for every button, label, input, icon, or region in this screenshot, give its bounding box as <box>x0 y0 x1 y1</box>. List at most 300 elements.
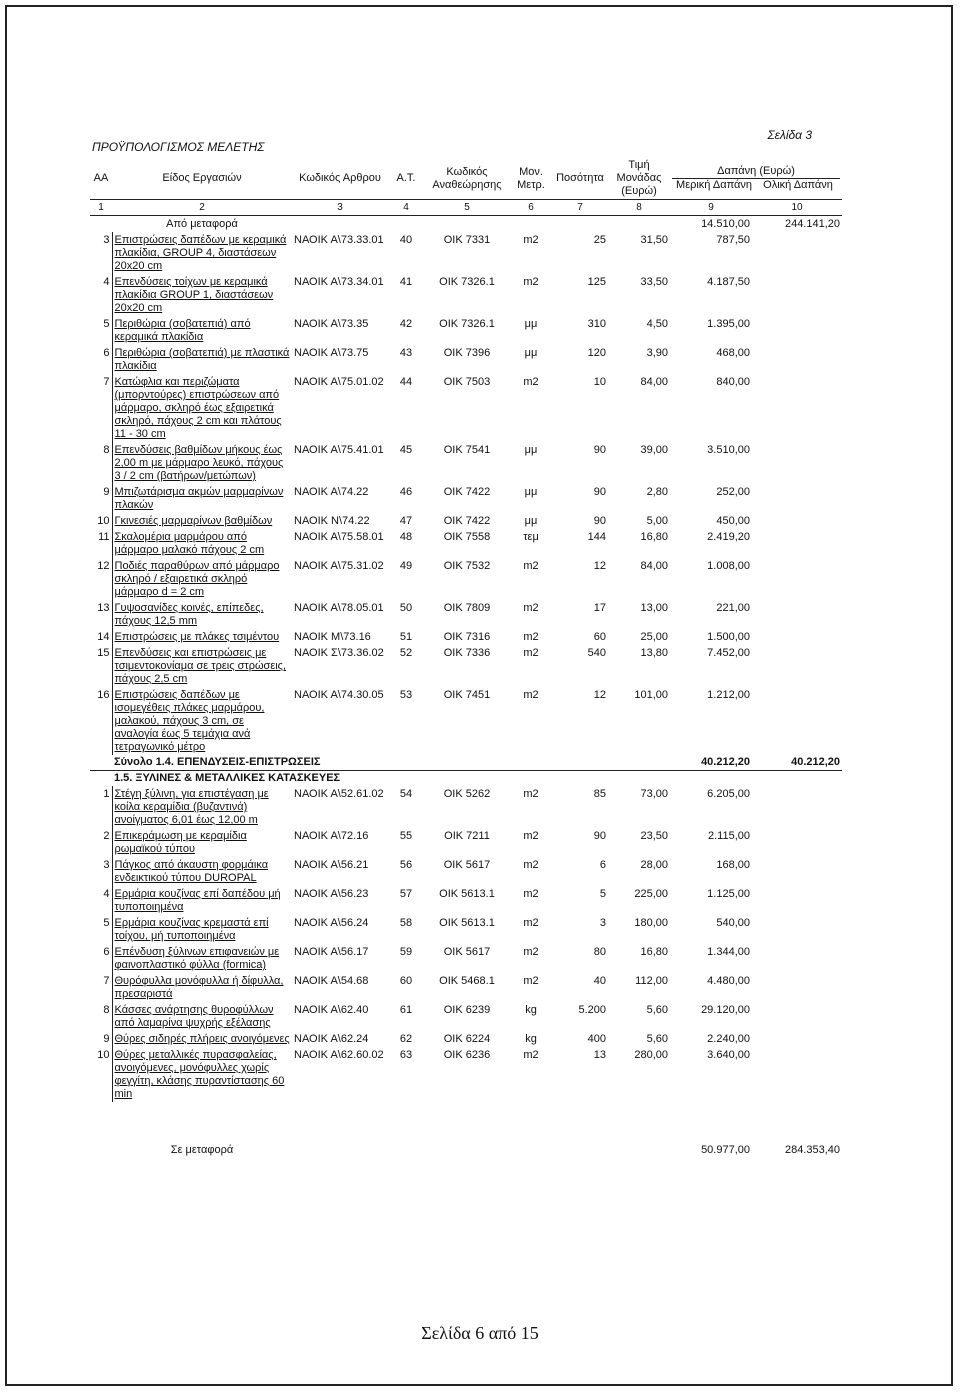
row-total-cost <box>752 886 842 915</box>
row-description: Πάγκος από άκαυστη φορμάικα ενδεικτικού τύπου DUROPAL <box>112 857 292 886</box>
row-aa: 1 <box>103 788 110 800</box>
row-unit: m2 <box>523 602 539 614</box>
row-unit-price: 25,00 <box>640 631 668 643</box>
row-code: ΝΑΟΙΚ Α\56.21 <box>294 859 369 871</box>
row-total-cost <box>752 1047 842 1102</box>
carry-in-row <box>90 216 842 233</box>
row-aa: 8 <box>103 1004 110 1016</box>
row-description: Θυρόφυλλα μονόφυλλα ή δίφυλλα, πρεσαριστά <box>112 973 292 1002</box>
table-row <box>90 274 842 316</box>
row-total-cost <box>752 274 842 316</box>
row-revision-code: ΟΙΚ 5617 <box>443 859 491 871</box>
row-code: ΝΑΟΙΚ Α\52.61.02 <box>294 788 384 800</box>
row-aa: 6 <box>103 946 110 958</box>
table-row <box>90 484 842 513</box>
row-revision-code: ΟΙΚ 7422 <box>443 486 491 498</box>
table-row <box>90 915 842 944</box>
row-at: 62 <box>399 1033 413 1045</box>
row-unit: m2 <box>523 788 539 800</box>
carry-out-oliki: 284.353,40 <box>784 1144 841 1156</box>
row-partial-cost: 168,00 <box>716 859 750 871</box>
row-unit-price: 13,00 <box>640 602 668 614</box>
row-unit: m2 <box>523 276 539 288</box>
row-revision-code: ΟΙΚ 7532 <box>443 560 491 572</box>
row-aa: 7 <box>103 376 110 388</box>
row-total-cost <box>752 513 842 529</box>
row-partial-cost: 221,00 <box>716 602 750 614</box>
row-unit-price: 5,60 <box>646 1004 668 1016</box>
row-unit: m2 <box>523 647 539 659</box>
row-unit: m2 <box>523 689 539 701</box>
carry-in-label: Από μεταφορά <box>166 218 238 230</box>
section1-body <box>90 232 842 755</box>
row-description: Επιστρώσεις δαπέδων με κεραμικά πλακίδια, GROUP 4, διαστάσεων 20x20 cm <box>112 232 292 274</box>
row-quantity: 125 <box>587 276 606 288</box>
row-quantity: 60 <box>593 631 606 643</box>
row-partial-cost: 2.240,00 <box>707 1033 750 1045</box>
row-aa: 14 <box>97 631 110 643</box>
colnum: 8 <box>608 200 670 216</box>
row-unit-price: 84,00 <box>640 560 668 572</box>
row-unit: μμ <box>524 515 538 527</box>
row-unit: m2 <box>523 975 539 987</box>
row-code: ΝΑΟΙΚ Ν\74.22 <box>294 515 370 527</box>
row-aa: 8 <box>103 444 110 456</box>
row-code: ΝΑΟΙΚ Α\73.35 <box>294 318 369 330</box>
row-aa: 4 <box>103 276 110 288</box>
row-quantity: 5.200 <box>578 1004 606 1016</box>
row-revision-code: ΟΙΚ 7316 <box>443 631 491 643</box>
row-unit-price: 84,00 <box>640 376 668 388</box>
row-description: Γυψοσανίδες κοινές, επίπεδες, πάχους 12,5 mm <box>112 600 292 629</box>
row-unit: μμ <box>524 486 538 498</box>
table-row <box>90 886 842 915</box>
col-eidos: Είδος Εργασιών <box>112 158 292 200</box>
row-revision-code: ΟΙΚ 5613.1 <box>439 917 495 929</box>
row-unit: kg <box>525 1004 537 1016</box>
col-oliki: Ολική Δαπάνη <box>763 179 833 191</box>
row-total-cost <box>752 687 842 755</box>
row-description: Γκινεσιές μαρμαρίνων βαθμίδων <box>112 513 292 529</box>
row-quantity: 12 <box>593 689 606 701</box>
row-at: 47 <box>399 515 413 527</box>
row-description: Περιθώρια (σοβατεπιά) με πλαστικά πλακίδια <box>112 345 292 374</box>
row-aa: 3 <box>103 234 110 246</box>
row-code: ΝΑΟΙΚ Α\74.22 <box>294 486 369 498</box>
row-description: Επένδυση ξύλινων επιφανειών με φαινοπλαστικό φύλλα (formica) <box>112 944 292 973</box>
row-aa: 10 <box>97 1049 110 1061</box>
row-at: 43 <box>399 347 413 359</box>
row-unit: μμ <box>524 318 538 330</box>
row-quantity: 3 <box>599 917 606 929</box>
row-total-cost <box>752 857 842 886</box>
row-code: ΝΑΟΙΚ Σ\73.36.02 <box>294 647 384 659</box>
section2-title: 1.5. ΞΥΛΙΝΕΣ & ΜΕΤΑΛΛΙΚΕΣ ΚΑΤΑΣΚΕΥΕΣ <box>112 771 842 787</box>
row-partial-cost: 787,50 <box>716 234 750 246</box>
row-at: 60 <box>399 975 413 987</box>
row-at: 54 <box>399 788 413 800</box>
col-aa: ΑΑ <box>90 158 112 200</box>
subtotal-meriki: 40.212,20 <box>701 756 750 768</box>
table-row <box>90 857 842 886</box>
row-partial-cost: 29.120,00 <box>701 1004 750 1016</box>
subtotal-oliki: 40.212,20 <box>791 756 841 768</box>
row-revision-code: ΟΙΚ 5262 <box>443 788 491 800</box>
row-aa: 13 <box>97 602 110 614</box>
row-total-cost <box>752 915 842 944</box>
row-unit-price: 28,00 <box>640 859 668 871</box>
row-aa: 12 <box>97 560 110 572</box>
row-quantity: 120 <box>587 347 606 359</box>
col-at: Α.Τ. <box>388 158 424 200</box>
row-description: Επενδύσεις και επιστρώσεις με τσιμεντοκονίαμα σε τρεις στρώσεις, πάχους 2,5 cm <box>112 645 292 687</box>
section2-body <box>90 786 842 1102</box>
row-quantity: 17 <box>593 602 606 614</box>
row-code: ΝΑΟΙΚ Α\74.30.05 <box>294 689 384 701</box>
row-partial-cost: 450,00 <box>716 515 750 527</box>
row-unit: m2 <box>523 560 539 572</box>
row-unit: m2 <box>523 830 539 842</box>
row-at: 56 <box>399 859 413 871</box>
row-unit: kg <box>525 1033 537 1045</box>
row-revision-code: ΟΙΚ 5617 <box>443 946 491 958</box>
row-unit: m2 <box>523 234 539 246</box>
row-unit-price: 2,80 <box>646 486 668 498</box>
row-total-cost <box>752 1031 842 1047</box>
row-revision-code: ΟΙΚ 7558 <box>443 531 491 543</box>
column-number-row <box>90 200 842 216</box>
col-timi: Τιμή Μονάδας (Ευρώ) <box>608 158 670 200</box>
row-quantity: 10 <box>593 376 606 388</box>
row-description: Στέγη ξύλινη, για επιστέγαση με κοίλα κεραμίδια (βυζαντινά) ανοίγματος 6,01 έως 12,00 m <box>112 786 292 828</box>
colnum: 2 <box>112 200 292 216</box>
row-partial-cost: 2.419,20 <box>707 531 750 543</box>
row-quantity: 540 <box>587 647 606 659</box>
row-at: 57 <box>399 888 413 900</box>
colnum: 4 <box>388 200 424 216</box>
row-partial-cost: 7.452,00 <box>707 647 750 659</box>
row-quantity: 25 <box>593 234 606 246</box>
row-description: Ερμάρια κουζίνας κρεμαστά επί τοίχου, μή τυποποιημένα <box>112 915 292 944</box>
row-total-cost <box>752 529 842 558</box>
row-description: Επενδύσεις τοίχων με κεραμικά πλακίδια GROUP 1, διαστάσεων 20x20 cm <box>112 274 292 316</box>
row-total-cost <box>752 1002 842 1031</box>
row-unit-price: 33,50 <box>640 276 668 288</box>
row-partial-cost: 840,00 <box>716 376 750 388</box>
row-description: Κάσσες ανάρτησης θυροφύλλων από λαμαρίνα ψυχρής εξέλασης <box>112 1002 292 1031</box>
row-code: ΝΑΟΙΚ Α\62.40 <box>294 1004 369 1016</box>
row-aa: 11 <box>98 531 110 543</box>
row-at: 44 <box>399 376 413 388</box>
row-at: 46 <box>399 486 413 498</box>
row-aa: 5 <box>103 917 110 929</box>
carry-out-row <box>90 1142 842 1158</box>
row-at: 52 <box>399 647 413 659</box>
table-row <box>90 973 842 1002</box>
row-unit: m2 <box>523 859 539 871</box>
row-code: ΝΑΟΙΚ Α\75.41.01 <box>294 444 384 456</box>
row-description: Επιστρώσεις δαπέδων με ισομεγέθεις πλάκες μαρμάρου, μαλακού, πάχους 3 cm, σε αναλογία έως 5 τεμάχια ανά τετραγωνικό μέτρο <box>112 687 292 755</box>
section2-title-row <box>90 771 842 787</box>
carry-in-oliki: 244.141,20 <box>784 218 841 230</box>
row-partial-cost: 6.205,00 <box>707 788 750 800</box>
row-at: 50 <box>399 602 413 614</box>
row-partial-cost: 540,00 <box>716 917 750 929</box>
row-quantity: 90 <box>593 486 606 498</box>
row-unit-price: 5,60 <box>646 1033 668 1045</box>
row-total-cost <box>752 345 842 374</box>
row-quantity: 12 <box>593 560 606 572</box>
row-unit-price: 13,80 <box>640 647 668 659</box>
row-code: ΝΑΟΙΚ Α\73.33.01 <box>294 234 384 246</box>
row-aa: 15 <box>97 647 110 659</box>
table-row <box>90 828 842 857</box>
row-unit-price: 16,80 <box>640 946 668 958</box>
row-quantity: 90 <box>593 830 606 842</box>
colnum: 3 <box>292 200 388 216</box>
col-dapani-group <box>670 158 842 200</box>
row-unit-price: 4,50 <box>646 318 668 330</box>
table-row <box>90 374 842 442</box>
row-code: ΝΑΟΙΚ Α\56.24 <box>294 917 369 929</box>
row-at: 59 <box>399 946 413 958</box>
table-row <box>90 316 842 345</box>
row-revision-code: ΟΙΚ 7503 <box>443 376 491 388</box>
row-unit: m2 <box>523 917 539 929</box>
row-unit-price: 73,00 <box>640 788 668 800</box>
row-quantity: 144 <box>587 531 606 543</box>
row-at: 40 <box>399 234 413 246</box>
row-code: ΝΑΟΙΚ Α\56.17 <box>294 946 369 958</box>
row-at: 45 <box>399 444 413 456</box>
row-revision-code: ΟΙΚ 7451 <box>443 689 491 701</box>
document-title: ΠΡΟΫΠΟΛΟΓΙΣΜΟΣ ΜΕΛΕΤΗΣ <box>92 140 265 154</box>
page-label: Σελίδα 3 <box>767 128 812 142</box>
row-at: 63 <box>399 1049 413 1061</box>
row-at: 42 <box>399 318 413 330</box>
row-revision-code: ΟΙΚ 6224 <box>443 1033 491 1045</box>
row-description: Θύρες μεταλλικές πυρασφαλείας, ανοιγόμενες, μονόφυλλες χωρίς φεγγίτη, κλάσης πυραντίστασης 60 min <box>112 1047 292 1102</box>
row-at: 49 <box>399 560 413 572</box>
row-code: ΝΑΟΙΚ Α\75.58.01 <box>294 531 384 543</box>
row-quantity: 90 <box>593 444 606 456</box>
row-total-cost <box>752 232 842 274</box>
colnum: 5 <box>424 200 510 216</box>
row-revision-code: ΟΙΚ 7211 <box>444 830 490 842</box>
row-at: 61 <box>399 1004 413 1016</box>
row-at: 48 <box>399 531 413 543</box>
table-row <box>90 645 842 687</box>
subtotal-row <box>90 755 842 771</box>
row-unit-price: 112,00 <box>635 975 668 987</box>
row-total-cost <box>752 600 842 629</box>
table-row <box>90 232 842 274</box>
row-description: Σκαλομέρια μαρμάρου από μάρμαρο μαλακό πάχους 2 cm <box>112 529 292 558</box>
row-at: 55 <box>399 830 413 842</box>
row-aa: 10 <box>97 515 110 527</box>
row-revision-code: ΟΙΚ 7541 <box>443 444 491 456</box>
row-total-cost <box>752 973 842 1002</box>
table-row <box>90 529 842 558</box>
table-row <box>90 629 842 645</box>
row-code: ΝΑΟΙΚ Μ\73.16 <box>294 631 371 643</box>
row-total-cost <box>752 944 842 973</box>
row-revision-code: ΟΙΚ 7326.1 <box>439 276 495 288</box>
row-code: ΝΑΟΙΚ Α\75.01.02 <box>294 376 384 388</box>
row-unit: μμ <box>524 347 538 359</box>
row-partial-cost: 252,00 <box>716 486 750 498</box>
row-revision-code: ΟΙΚ 6239 <box>443 1004 491 1016</box>
row-revision-code: ΟΙΚ 6236 <box>443 1049 491 1061</box>
page-footer: Σελίδα 6 από 15 <box>421 1323 539 1343</box>
row-total-cost <box>752 645 842 687</box>
row-description: Επιστρώσεις με πλάκες τσιμέντου <box>112 629 292 645</box>
table-header-row <box>90 158 842 200</box>
carry-out-label: Σε μεταφορά <box>170 1144 234 1156</box>
carry-in-meriki: 14.510,00 <box>701 218 750 230</box>
row-description: Θύρες σιδηρές πλήρεις ανοιγόμενες <box>112 1031 292 1047</box>
table-row <box>90 558 842 600</box>
budget-table <box>90 158 842 1158</box>
row-unit-price: 280,00 <box>634 1049 668 1061</box>
col-dapani: Δαπάνη (Ευρώ) <box>672 165 840 179</box>
carry-out-meriki: 50.977,00 <box>701 1144 750 1156</box>
row-aa: 6 <box>103 347 110 359</box>
row-aa: 9 <box>103 486 110 498</box>
row-partial-cost: 468,00 <box>716 347 750 359</box>
row-description: Ερμάρια κουζίνας επί δαπέδου μή τυποποιημένα <box>112 886 292 915</box>
spacer-row <box>90 1102 842 1142</box>
row-total-cost <box>752 442 842 484</box>
row-quantity: 40 <box>593 975 606 987</box>
colnum: 7 <box>552 200 608 216</box>
row-at: 53 <box>399 689 413 701</box>
row-description: Επενδύσεις βαθμίδων μήκους έως 2,00 m με μάρμαρο λευκό, πάχους 3 / 2 cm (βατήρων/μετώπων) <box>112 442 292 484</box>
row-quantity: 6 <box>599 859 606 871</box>
table-row <box>90 442 842 484</box>
table-row <box>90 944 842 973</box>
row-total-cost <box>752 316 842 345</box>
col-posotita: Ποσότητα <box>552 158 608 200</box>
row-aa: 7 <box>103 975 110 987</box>
row-code: ΝΑΟΙΚ Α\56.23 <box>294 888 369 900</box>
row-total-cost <box>752 629 842 645</box>
row-code: ΝΑΟΙΚ Α\73.75 <box>294 347 369 359</box>
row-total-cost <box>752 558 842 600</box>
row-total-cost <box>752 484 842 513</box>
table-row <box>90 1047 842 1102</box>
row-at: 58 <box>399 917 413 929</box>
row-unit: μμ <box>524 444 538 456</box>
row-quantity: 80 <box>593 946 606 958</box>
row-aa: 2 <box>103 830 110 842</box>
row-partial-cost: 1.008,00 <box>707 560 750 572</box>
row-aa: 9 <box>103 1033 110 1045</box>
table-row <box>90 1031 842 1047</box>
row-quantity: 13 <box>593 1049 606 1061</box>
row-quantity: 90 <box>593 515 606 527</box>
row-unit-price: 23,50 <box>640 830 668 842</box>
row-revision-code: ΟΙΚ 7809 <box>443 602 491 614</box>
row-aa: 16 <box>97 689 110 701</box>
row-revision-code: ΟΙΚ 7336 <box>443 647 491 659</box>
colnum: 6 <box>510 200 552 216</box>
row-total-cost <box>752 374 842 442</box>
col-monada: Μον. Μετρ. <box>510 158 552 200</box>
col-kodikos-arthrou: Κωδικός Αρθρου <box>292 158 388 200</box>
row-revision-code: ΟΙΚ 7331 <box>443 234 491 246</box>
row-description: Επικεράμωση με κεραμίδια ρωμαϊκού τύπου <box>112 828 292 857</box>
colnum: 9 <box>670 200 752 216</box>
row-unit: m2 <box>523 1049 539 1061</box>
row-revision-code: ΟΙΚ 7422 <box>443 515 491 527</box>
row-partial-cost: 1.395,00 <box>707 318 750 330</box>
row-at: 51 <box>399 631 413 643</box>
row-partial-cost: 1.125,00 <box>707 888 750 900</box>
row-quantity: 85 <box>593 788 606 800</box>
row-quantity: 310 <box>587 318 606 330</box>
row-code: ΝΑΟΙΚ Α\62.60.02 <box>294 1049 384 1061</box>
row-aa: 3 <box>103 859 110 871</box>
row-unit: m2 <box>523 888 539 900</box>
row-code: ΝΑΟΙΚ Α\78.05.01 <box>294 602 384 614</box>
row-aa: 5 <box>103 318 110 330</box>
table-row <box>90 345 842 374</box>
table-row <box>90 786 842 828</box>
row-unit: m2 <box>523 376 539 388</box>
row-quantity: 5 <box>599 888 606 900</box>
row-total-cost <box>752 828 842 857</box>
row-partial-cost: 2.115,00 <box>707 830 750 842</box>
colnum: 1 <box>90 200 112 216</box>
table-row <box>90 513 842 529</box>
row-unit-price: 31,50 <box>640 234 668 246</box>
row-code: ΝΑΟΙΚ Α\73.34.01 <box>294 276 384 288</box>
row-revision-code: ΟΙΚ 7326.1 <box>439 318 495 330</box>
row-code: ΝΑΟΙΚ Α\54.68 <box>294 975 369 987</box>
row-quantity: 400 <box>587 1033 606 1045</box>
row-partial-cost: 4.480,00 <box>707 975 750 987</box>
row-partial-cost: 1.344,00 <box>707 946 750 958</box>
row-unit: m2 <box>523 946 539 958</box>
row-description: Περιθώρια (σοβατεπιά) από κεραμικά πλακίδια <box>112 316 292 345</box>
row-partial-cost: 1.212,00 <box>707 689 750 701</box>
subtotal-label: Σύνολο 1.4. ΕΠΕΝΔΥΣΕΙΣ-ΕΠΙΣΤΡΩΣΕΙΣ <box>114 756 321 768</box>
row-code: ΝΑΟΙΚ Α\72.16 <box>294 830 369 842</box>
colnum: 10 <box>752 200 842 216</box>
row-unit-price: 225,00 <box>634 888 668 900</box>
row-unit-price: 101,00 <box>634 689 668 701</box>
row-revision-code: ΟΙΚ 5468.1 <box>439 975 495 987</box>
table-row <box>90 687 842 755</box>
row-code: ΝΑΟΙΚ Α\62.24 <box>294 1033 369 1045</box>
row-partial-cost: 3.640,00 <box>707 1049 750 1061</box>
row-total-cost <box>752 786 842 828</box>
row-description: Κατώφλια και περιζώματα (μπορντούρες) επιστρώσεων από μάρμαρο, σκληρό έως εξαιρετικά σκληρό, πάχους 2 cm και πλάτους 11 - 30 cm <box>112 374 292 442</box>
row-revision-code: ΟΙΚ 7396 <box>443 347 491 359</box>
table-row <box>90 600 842 629</box>
row-aa: 4 <box>103 888 110 900</box>
row-partial-cost: 3.510,00 <box>707 444 750 456</box>
row-partial-cost: 4.187,50 <box>707 276 750 288</box>
row-partial-cost: 1.500,00 <box>707 631 750 643</box>
col-meriki: Μερική Δαπάνη <box>676 179 752 191</box>
row-description: Ποδιές παραθύρων από μάρμαρο σκληρό / εξαιρετικά σκληρό μάρμαρο d = 2 cm <box>112 558 292 600</box>
row-unit-price: 180,00 <box>634 917 668 929</box>
row-unit-price: 39,00 <box>640 444 668 456</box>
col-kodikos-anatheorisis: Κωδικός Αναθεώρησης <box>424 158 510 200</box>
row-code: ΝΑΟΙΚ Α\75.31.02 <box>294 560 384 572</box>
